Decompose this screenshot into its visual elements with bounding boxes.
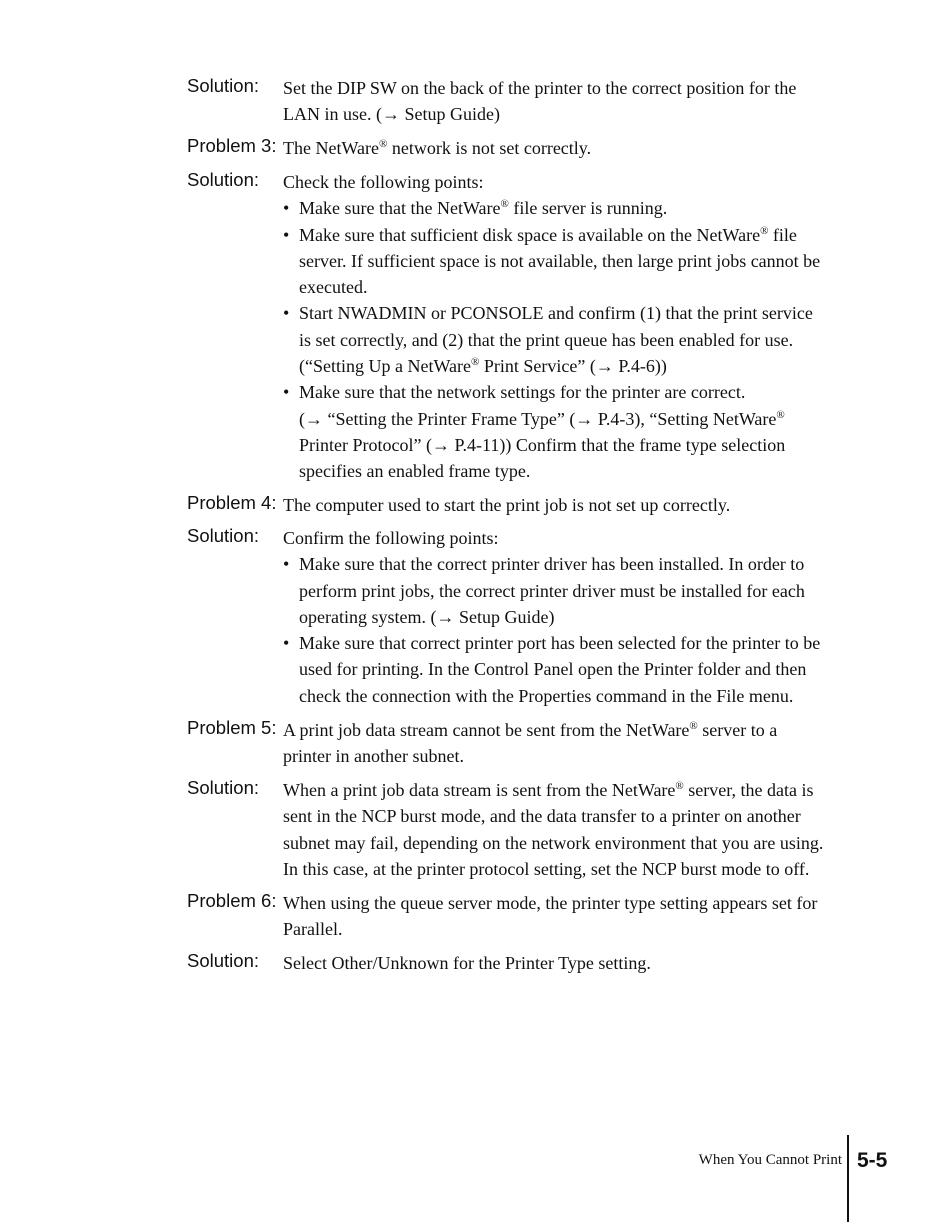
- text-line: Select Other/Unknown for the Printer Type setting.: [283, 953, 651, 973]
- problem-label: Problem 6:: [187, 890, 277, 911]
- problem-label: Problem 4:: [187, 492, 277, 513]
- list-item: • Make sure that correct printer port has been selected for the printer to be used for printing. In the Control Panel open the Printer folder and then check the connection with the Properties command in the File menu.: [283, 630, 847, 709]
- list-item: • Make sure that the NetWare® file server is running.: [283, 195, 847, 221]
- arrow-icon: →: [575, 408, 594, 429]
- problem-label: Problem 5:: [187, 717, 277, 738]
- text-line: In this case, at the printer protocol setting, set the NCP burst mode to off.: [283, 858, 810, 879]
- text-line: LAN in use. (→ Setup Guide): [283, 104, 500, 125]
- text-line: The NetWare® network is not set correctly.: [283, 138, 592, 158]
- solution-label: Solution:: [187, 169, 259, 190]
- text-line: Check the following points:: [283, 172, 484, 192]
- arrow-icon: →: [431, 434, 450, 455]
- list-item: • Start NWADMIN or PCONSOLE and confirm (1) that the print service is set correctly, and (2) that the print queue has been enabled for use. (“Setting Up a NetWare® Print Service” (→ P.4-6)): [283, 300, 847, 379]
- solution-text: [283, 950, 847, 976]
- bullet-icon: •: [283, 198, 290, 219]
- list-item: • Make sure that the correct printer driver has been installed. In order to perform print jobs, the correct printer driver must be installed for each operating system. (→ Setup Guide): [283, 551, 847, 630]
- footer-section-title: When You Cannot Print: [698, 1152, 842, 1168]
- bullet-icon: •: [283, 224, 290, 245]
- text-line: When using the queue server mode, the printer type setting appears set for: [283, 893, 818, 913]
- solution-label: Solution:: [187, 75, 259, 96]
- text-line: subnet may fail, depending on the network environment that you are using.: [283, 832, 824, 853]
- registered-mark: ®: [379, 138, 388, 150]
- problem-text: [283, 135, 847, 161]
- arrow-icon: →: [595, 356, 614, 377]
- arrow-icon: →: [381, 104, 400, 125]
- problem-text: [283, 492, 847, 518]
- page-number: 5-5: [857, 1149, 888, 1172]
- solution-text: [283, 169, 847, 485]
- text-line: sent in the NCP burst mode, and the data transfer to a printer on another: [283, 806, 801, 827]
- bullet-icon: •: [283, 633, 290, 654]
- text-line: printer in another subnet.: [283, 746, 464, 767]
- solution-label: Solution:: [187, 777, 259, 798]
- bullet-icon: •: [283, 554, 290, 575]
- text-line: The computer used to start the print job is not set up correctly.: [283, 495, 731, 515]
- problem-text: [283, 717, 847, 770]
- arrow-icon: →: [436, 606, 455, 627]
- arrow-icon: →: [305, 408, 323, 429]
- footer-divider: [847, 1135, 849, 1222]
- text-line: Set the DIP SW on the back of the printer to the correct position for the: [283, 78, 797, 98]
- solution-label: Solution:: [187, 525, 259, 546]
- list-item: • Make sure that sufficient disk space is available on the NetWare® file server. If sufficient space is not available, then large print jobs cannot be executed.: [283, 222, 847, 301]
- solution-label: Solution:: [187, 950, 259, 971]
- problem-label: Problem 3:: [187, 135, 277, 156]
- bullet-icon: •: [283, 382, 290, 403]
- text-line: Confirm the following points:: [283, 528, 499, 548]
- problem-text: [283, 890, 847, 943]
- solution-text: [283, 525, 847, 709]
- text-line: A print job data stream cannot be sent from the NetWare® server to a: [283, 720, 778, 740]
- text-line: Parallel.: [283, 919, 343, 940]
- bullet-icon: •: [283, 303, 290, 324]
- solution-text: [283, 75, 847, 128]
- solution-text: [283, 777, 847, 882]
- list-item: • Make sure that the network settings for the printer are correct. (→ “Setting the Printer Frame Type” (→ P.4-3), “Setting NetWare® Printer Protocol” (→ P.4-11)) Confirm that the frame type selection specifies an enabled frame type.: [283, 379, 847, 484]
- text-line: When a print job data stream is sent from the NetWare® server, the data is: [283, 780, 814, 800]
